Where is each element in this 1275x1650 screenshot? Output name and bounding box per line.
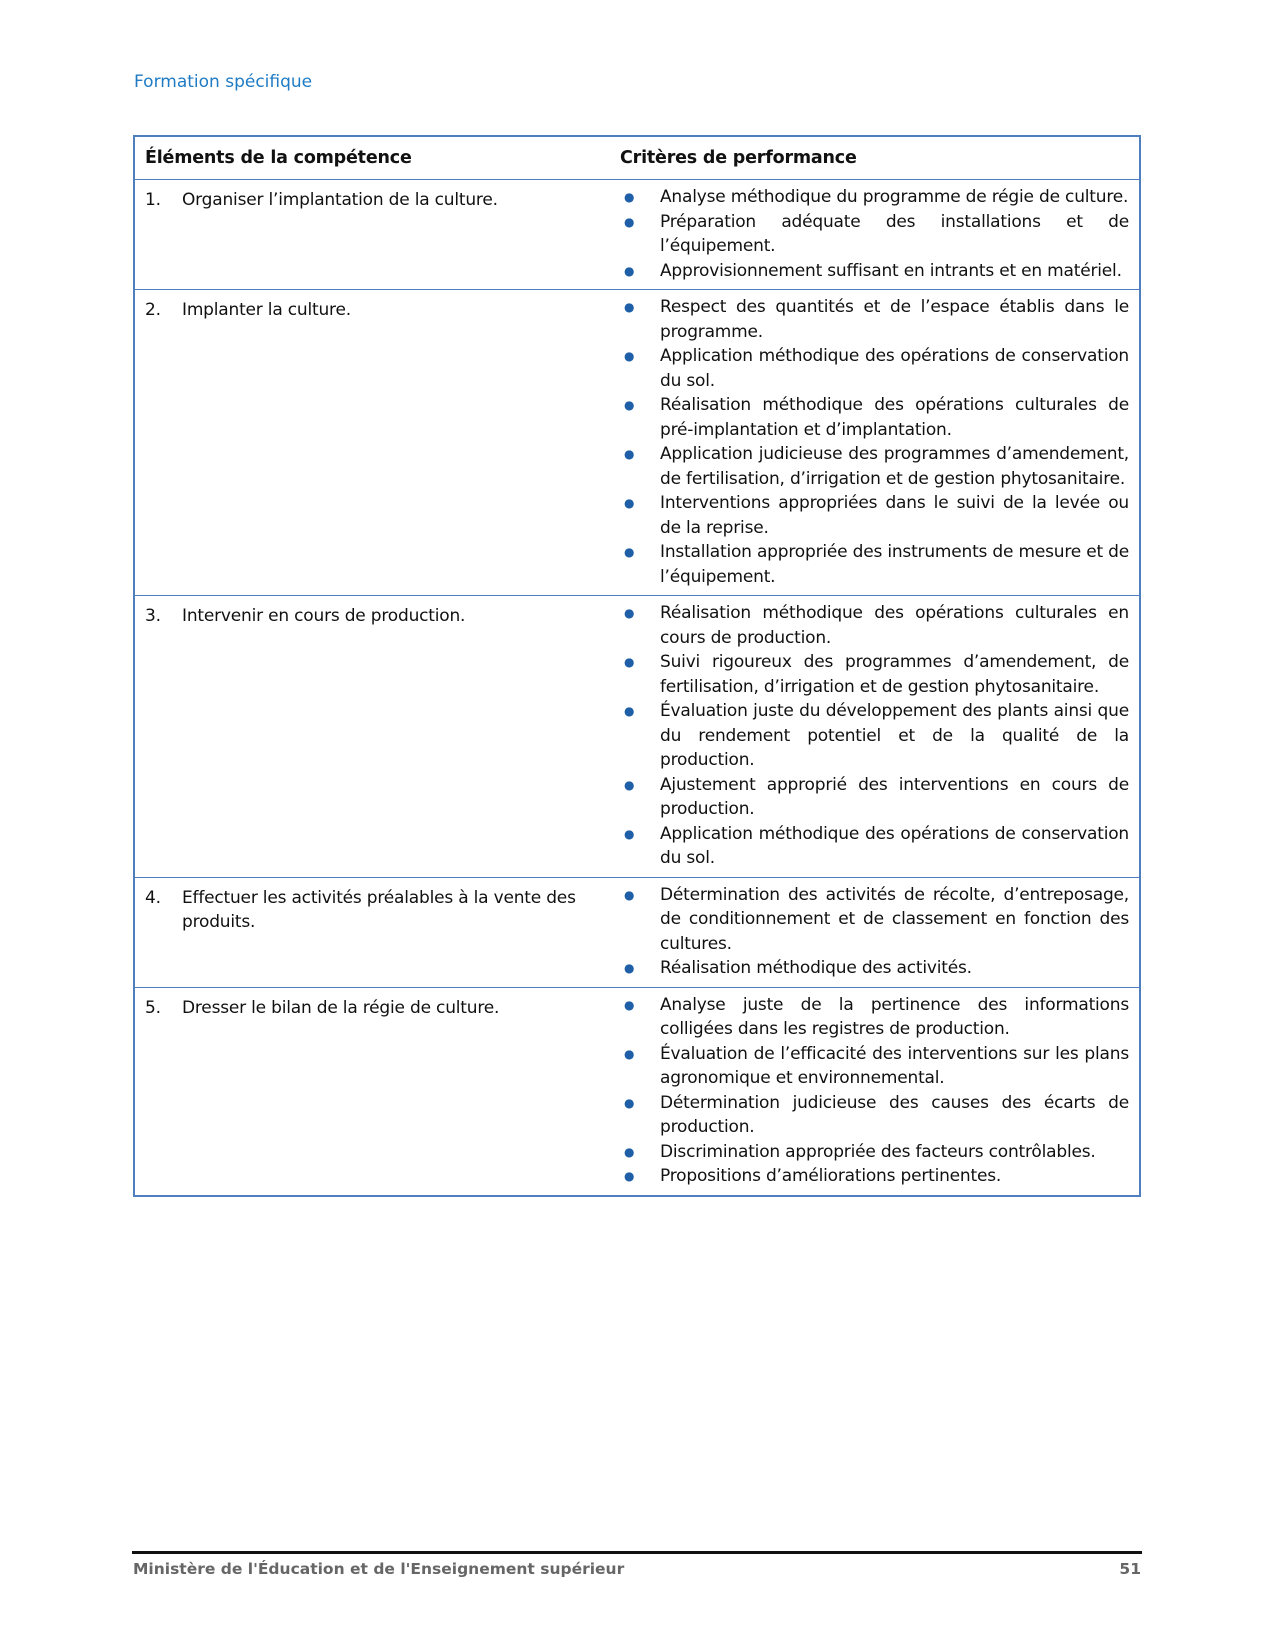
- bullet-icon: ●: [624, 398, 635, 412]
- criteria-text: Évaluation de l’efficacité des interventions sur les plans agronomique et environnemental.: [660, 1043, 1129, 1088]
- criteria-item: [620, 540, 1129, 589]
- criteria-text: Analyse méthodique du programme de régie de culture.: [660, 187, 1129, 207]
- criteria-item: [620, 1164, 1129, 1189]
- criteria-text: Réalisation méthodique des activités.: [660, 958, 972, 978]
- table-header-row: [134, 136, 1140, 180]
- criteria-text: Évaluation juste du développement des plants ainsi que du rendement potentiel et de la qualité de la production.: [660, 701, 1129, 770]
- table-row: [134, 877, 1140, 987]
- element-text: Implanter la culture.: [182, 300, 351, 320]
- element-number: 2.: [145, 300, 161, 320]
- criteria-cell: [610, 596, 1140, 878]
- element-cell: [134, 596, 610, 878]
- bullet-icon: ●: [624, 1144, 635, 1159]
- criteria-item: [620, 491, 1129, 540]
- criteria-item: [620, 773, 1129, 822]
- criteria-text: Ajustement approprié des interventions en cours de production.: [660, 774, 1129, 819]
- table-row: [134, 290, 1140, 596]
- criteria-item: [620, 993, 1129, 1042]
- criteria-item: [620, 650, 1129, 699]
- criteria-item: [620, 185, 1129, 210]
- bullet-icon: ●: [624, 447, 635, 461]
- criteria-cell: [610, 180, 1140, 290]
- criteria-item: [620, 295, 1129, 344]
- bullet-icon: ●: [624, 826, 635, 841]
- criteria-item: [620, 1091, 1129, 1140]
- criteria-cell: [610, 987, 1140, 1196]
- criteria-text: Suivi rigoureux des programmes d’amendement, de fertilisation, d’irrigation et de gestion phytosanitaire.: [660, 652, 1129, 697]
- element-text: Effectuer les activités préalables à la vente des produits.: [182, 887, 576, 932]
- criteria-text: Réalisation méthodique des opérations culturales de pré-implantation et d’implantation.: [660, 395, 1129, 440]
- criteria-text: Détermination judicieuse des causes des écarts de production.: [660, 1092, 1129, 1137]
- criteria-item: [620, 344, 1129, 393]
- page-number: 51: [1119, 1560, 1141, 1578]
- bullet-icon: ●: [624, 300, 635, 314]
- criteria-text: Application judicieuse des programmes d’amendement, de fertilisation, d’irrigation et de gestion phytosanitaire.: [660, 444, 1129, 489]
- bullet-icon: ●: [624, 1169, 635, 1183]
- bullet-icon: ●: [624, 704, 635, 718]
- bullet-icon: ●: [624, 545, 635, 559]
- element-text: Organiser l’implantation de la culture.: [182, 190, 498, 210]
- section-header: Formation spécifique: [134, 72, 313, 92]
- criteria-item: [620, 822, 1129, 871]
- criteria-text: Installation appropriée des instruments de mesure et de l’équipement.: [660, 542, 1129, 587]
- element-cell: [134, 290, 610, 596]
- table-row: [134, 180, 1140, 290]
- criteria-text: Détermination des activités de récolte, d’entreposage, de conditionnement et de classement en fonction des cultures.: [660, 884, 1129, 954]
- criteria-item: [620, 210, 1129, 259]
- competence-table: [133, 135, 1141, 1197]
- bullet-icon: ●: [624, 606, 635, 620]
- criteria-text: Application méthodique des opérations de conservation du sol.: [660, 823, 1129, 868]
- bullet-icon: ●: [624, 887, 635, 902]
- element-number: 1.: [145, 190, 161, 210]
- bullet-icon: ●: [624, 961, 635, 975]
- criteria-text: Discrimination appropriée des facteurs contrôlables.: [660, 1141, 1096, 1162]
- column-header-elements: Éléments de la compétence: [134, 136, 610, 180]
- bullet-icon: ●: [624, 655, 635, 669]
- bullet-icon: ●: [624, 997, 635, 1012]
- table-row: [134, 596, 1140, 878]
- bullet-icon: ●: [624, 496, 635, 510]
- element-number: 4.: [145, 887, 161, 908]
- criteria-item: [620, 393, 1129, 442]
- bullet-icon: ●: [624, 1095, 635, 1110]
- criteria-item: [620, 259, 1129, 284]
- criteria-cell: [610, 877, 1140, 987]
- criteria-text: Préparation adéquate des installations et de l’équipement.: [660, 211, 1129, 256]
- bullet-icon: ●: [624, 777, 635, 792]
- table-row: [134, 987, 1140, 1196]
- criteria-item: [620, 1140, 1129, 1165]
- criteria-text: Analyse juste de la pertinence des informations colligées dans les registres de production.: [660, 994, 1129, 1039]
- footer-publisher: Ministère de l'Éducation et de l'Enseignement supérieur: [133, 1560, 625, 1578]
- criteria-text: Approvisionnement suffisant en intrants et en matériel.: [660, 260, 1122, 281]
- criteria-text: Interventions appropriées dans le suivi de la levée ou de la reprise.: [660, 493, 1129, 538]
- element-text: Dresser le bilan de la régie de culture.: [182, 997, 500, 1018]
- criteria-item: [620, 1042, 1129, 1091]
- criteria-item: [620, 883, 1129, 957]
- criteria-text: Respect des quantités et de l’espace établis dans le programme.: [660, 297, 1129, 342]
- element-cell: [134, 877, 610, 987]
- element-number: 3.: [145, 606, 161, 626]
- bullet-icon: ●: [624, 349, 635, 363]
- element-text: Intervenir en cours de production.: [182, 606, 466, 626]
- column-header-criteria: Critères de performance: [610, 136, 1140, 180]
- bullet-icon: ●: [624, 1046, 635, 1061]
- footer-rule: [132, 1551, 1142, 1554]
- element-cell: [134, 987, 610, 1196]
- criteria-item: [620, 601, 1129, 650]
- criteria-text: Propositions d’améliorations pertinentes.: [660, 1166, 1002, 1186]
- bullet-icon: ●: [624, 214, 635, 229]
- criteria-item: [620, 956, 1129, 981]
- criteria-cell: [610, 290, 1140, 596]
- bullet-icon: ●: [624, 190, 635, 204]
- element-number: 5.: [145, 997, 161, 1018]
- criteria-item: [620, 442, 1129, 491]
- bullet-icon: ●: [624, 263, 635, 278]
- element-cell: [134, 180, 610, 290]
- criteria-item: [620, 699, 1129, 773]
- criteria-text: Application méthodique des opérations de conservation du sol.: [660, 346, 1129, 391]
- criteria-text: Réalisation méthodique des opérations culturales en cours de production.: [660, 603, 1129, 648]
